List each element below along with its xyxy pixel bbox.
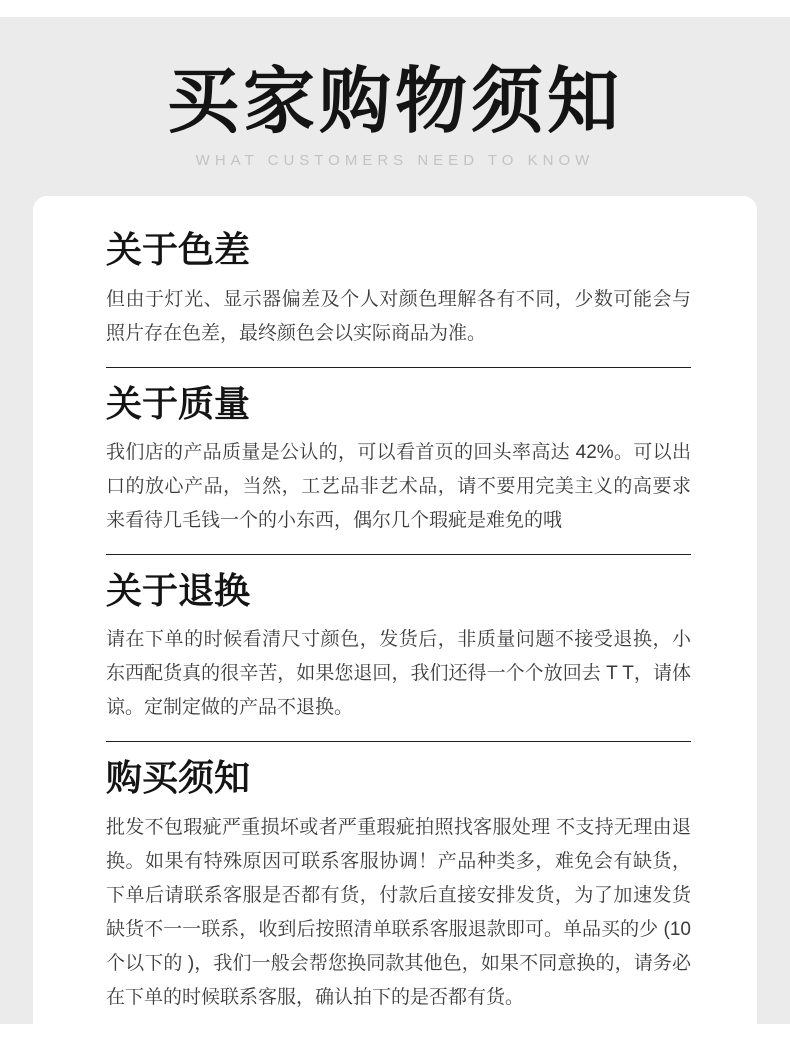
section-divider — [106, 741, 691, 742]
notice-panel — [0, 17, 790, 1024]
notice-card — [33, 196, 757, 1043]
page-subtitle: WHAT CUSTOMERS NEED TO KNOW — [195, 152, 595, 170]
section-body: 批发不包瑕疵严重损坏或者严重瑕疵拍照找客服处理 不支持无理由退换。如果有特殊原因可联系客服协调！产品种类多，难免会有缺货，下单后请联系客服是否都有货，付款后直接安排发货，为了加速发货缺货不一一联系，收到后按照清单联系客服退款即可。单品买的少 (10 个以下的 )，我们一般会帮您换同款其他色，如果不同意换的，请务必在下单的时候联系客服，确认拍下的是否都有货。 — [106, 816, 691, 1008]
section-body: 但由于灯光、显示器偏差及个人对颜色理解各有不同，少数可能会与照片存在色差，最终颜色会以实际商品为准。 — [106, 288, 691, 344]
section-purchase-notice — [106, 757, 691, 1014]
notice-header — [0, 17, 790, 169]
section-body: 请在下单的时候看清尺寸颜色，发货后，非质量问题不接受退换，小东西配货真的很辛苦，如果您退回，我们还得一个个放回去 T T，请体谅。定制定做的产品不退换。 — [106, 629, 691, 719]
section-returns — [106, 570, 691, 725]
page-title: 买家购物须知 — [166, 62, 623, 142]
section-heading: 购买须知 — [106, 757, 251, 799]
section-body: 我们店的产品质量是公认的，可以看首页的回头率高达 42%。可以出口的放心产品，当然，工艺品非艺术品，请不要用完美主义的高要求来看待几毛钱一个的小东西，偶尔几个瑕疵是难免的哦 — [106, 441, 691, 531]
section-color-difference — [106, 229, 691, 350]
section-heading: 关于退换 — [106, 569, 251, 611]
section-quality — [106, 383, 691, 538]
section-divider — [106, 367, 691, 368]
section-heading: 关于色差 — [106, 229, 251, 271]
section-divider — [106, 554, 691, 555]
section-heading: 关于质量 — [106, 382, 251, 424]
